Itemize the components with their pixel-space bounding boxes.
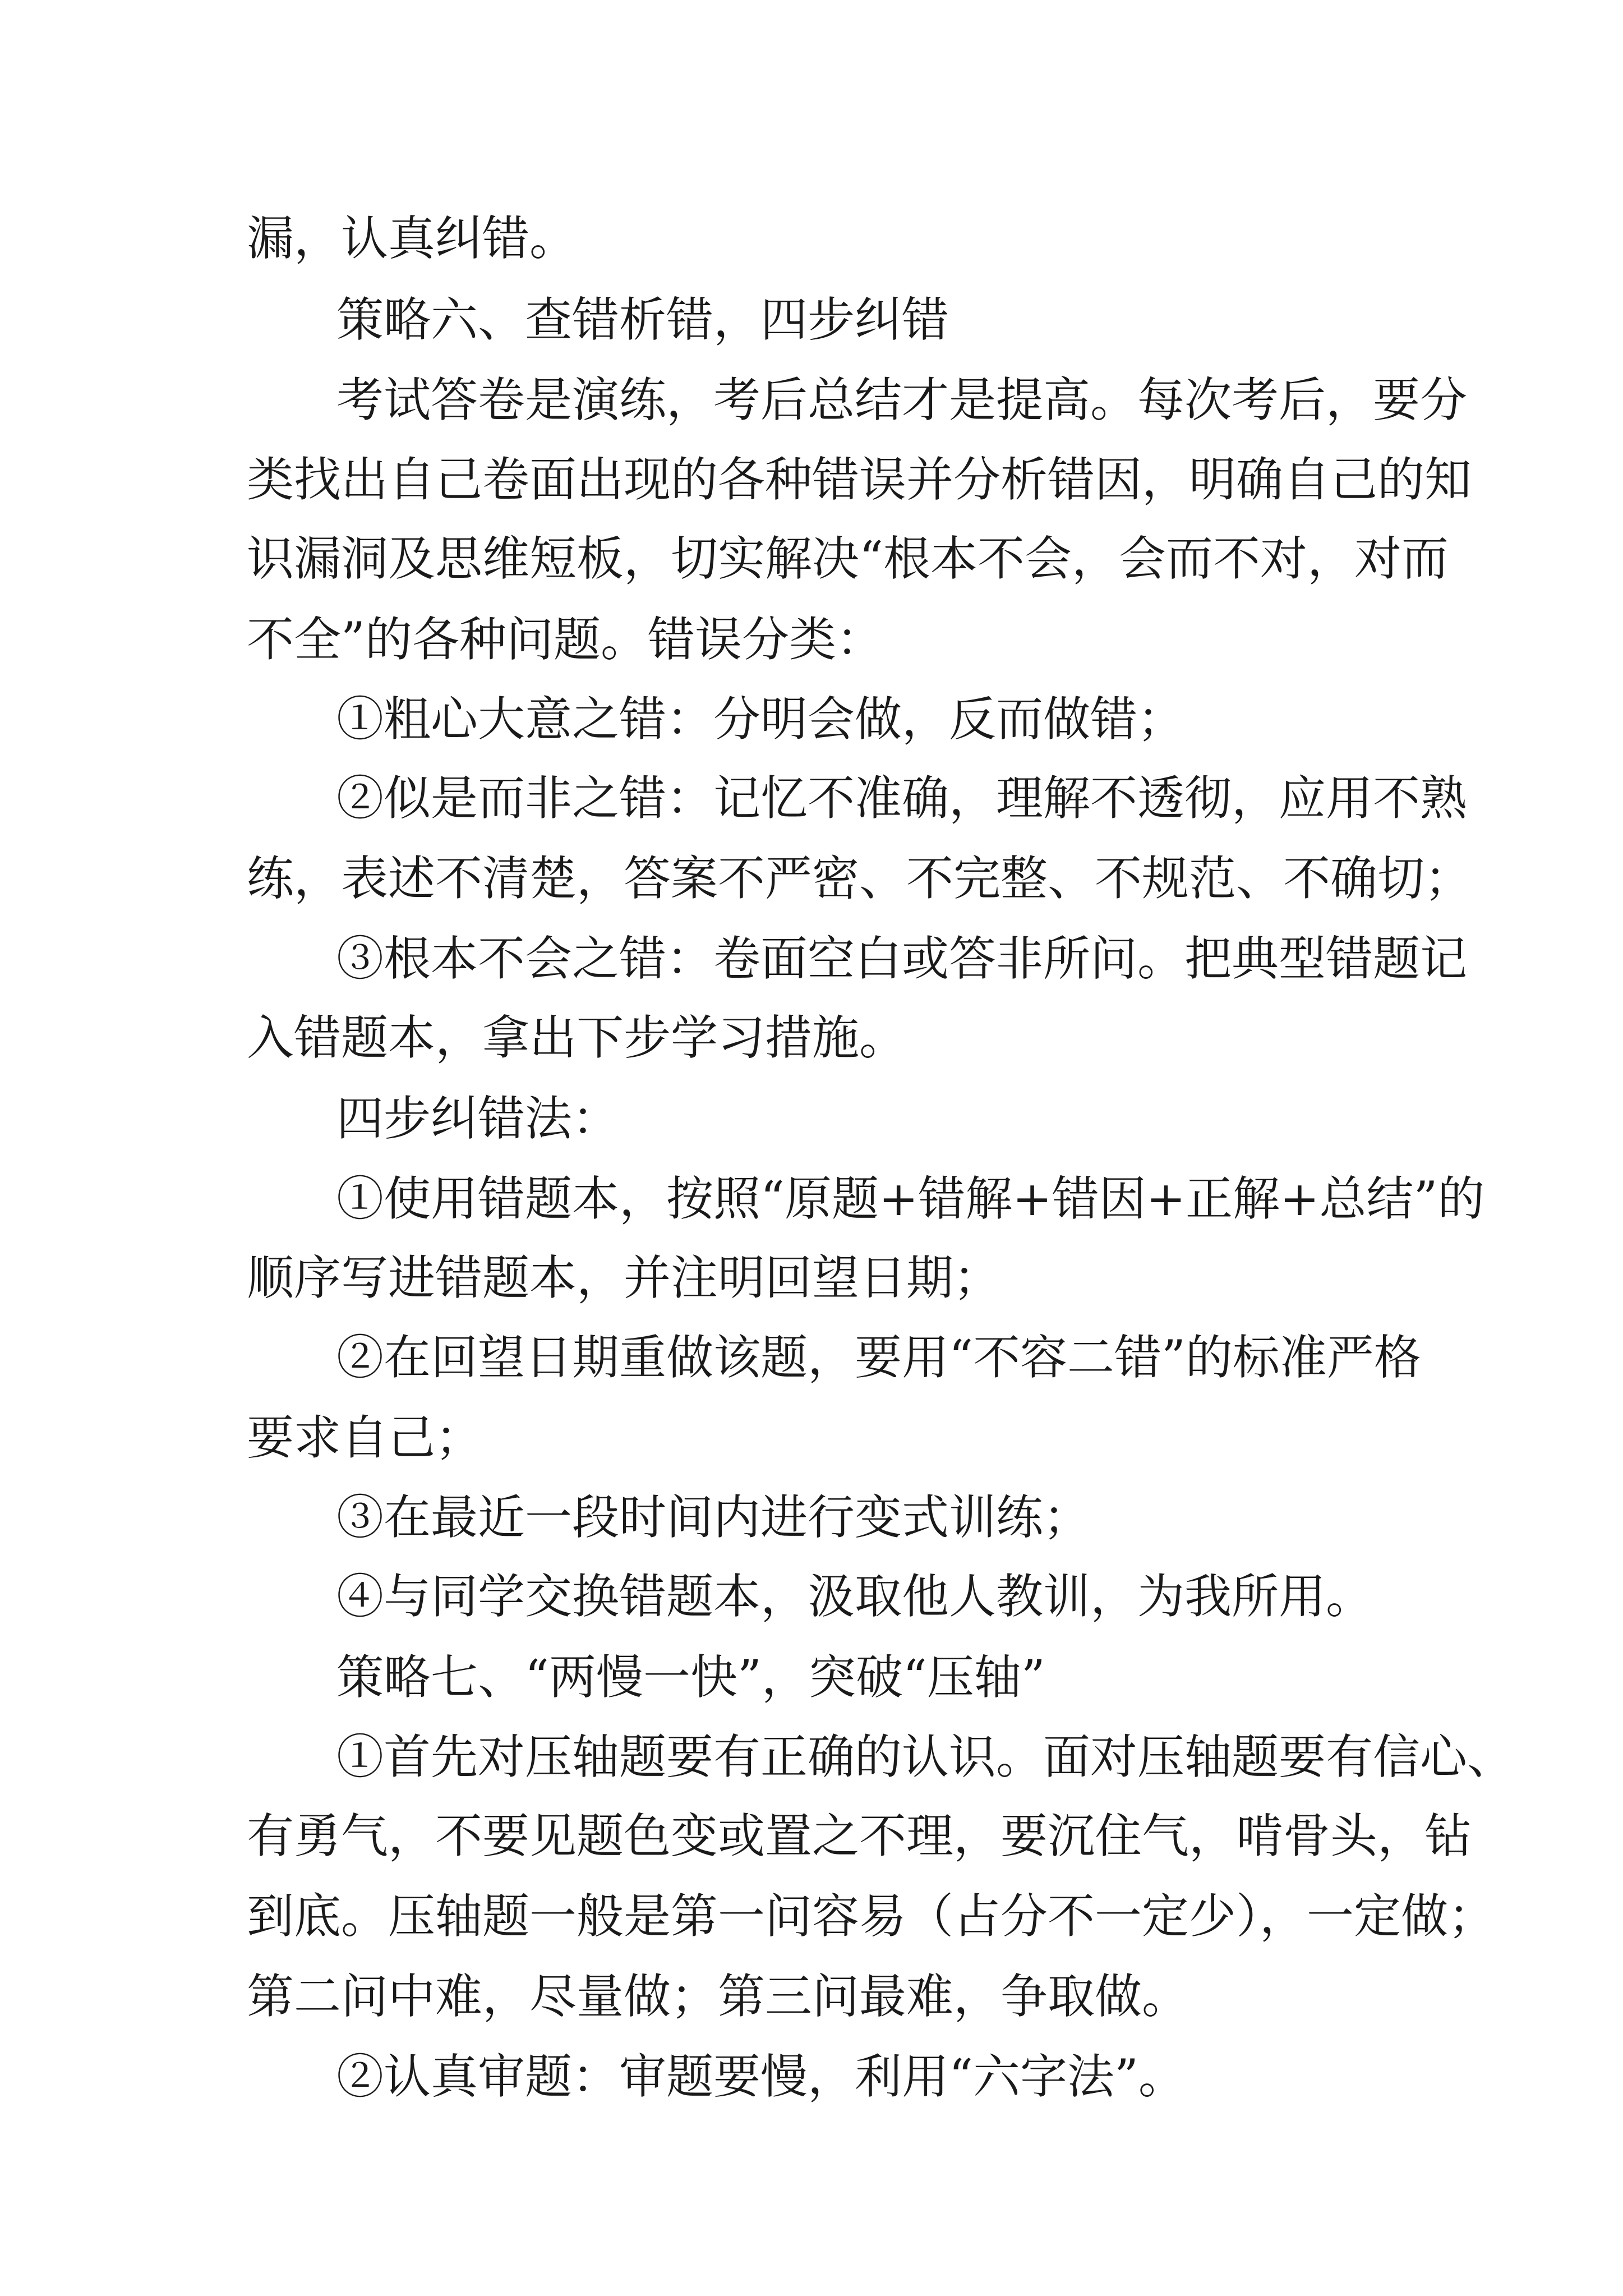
- paragraph-line: 有勇气，不要见题色变或置之不理，要沉住气，啃骨头，钻: [247, 1809, 1472, 1864]
- list-item: ③在最近一段时间内进行变式训练；: [336, 1490, 1091, 1545]
- paragraph-line: 练，表述不清楚，答案不严密、不完整、不规范、不确切；: [247, 851, 1472, 906]
- paragraph-line: 考试答卷是演练，考后总结才是提高。每次考后，要分: [336, 372, 1468, 427]
- section-heading: 策略七、“两慢一快”，突破“压轴”: [336, 1650, 1045, 1705]
- paragraph-line: 到底。压轴题一般是第一问容易（占分不一定少），一定做；: [247, 1889, 1496, 1944]
- paragraph-line: 识漏洞及思维短板，切实解决“根本不会，会而不对，对而: [247, 531, 1449, 586]
- section-heading: 策略六、查错析错，四步纠错: [336, 292, 949, 347]
- section-heading: 四步纠错法：: [336, 1091, 620, 1146]
- paragraph-line: 入错题本，拿出下步学习措施。: [247, 1010, 907, 1065]
- list-item: ④与同学交换错题本，汲取他人教训，为我所用。: [336, 1569, 1373, 1624]
- paragraph-line: 要求自己；: [247, 1410, 483, 1465]
- list-item: ①粗心大意之错：分明会做，反而做错；: [336, 692, 1185, 747]
- paragraph-line: 第二问中难，尽量做；第三问最难，争取做。: [247, 1969, 1189, 2024]
- list-item: ①首先对压轴题要有正确的认识。面对压轴题要有信心、: [336, 1729, 1515, 1784]
- list-item: ②在回望日期重做该题，要用“不容二错”的标准严格: [336, 1330, 1421, 1385]
- paragraph-line: 顺序写进错题本，并注明回望日期；: [247, 1250, 1001, 1305]
- paragraph-line: 漏，认真纠错。: [247, 211, 577, 266]
- list-item: ①使用错题本，按照“原题+错解+错因+正解+总结”的: [336, 1171, 1485, 1226]
- list-item: ②认真审题：审题要慢，利用“六字法”。: [336, 2049, 1186, 2104]
- list-item: ③根本不会之错：卷面空白或答非所问。把典型错题记: [336, 931, 1468, 986]
- paragraph-line: 类找出自己卷面出现的各种错误并分析错因，明确自己的知: [247, 452, 1472, 507]
- paragraph-line: 不全”的各种问题。错误分类：: [247, 612, 883, 667]
- list-item: ②似是而非之错：记忆不准确，理解不透彻，应用不熟: [336, 771, 1468, 826]
